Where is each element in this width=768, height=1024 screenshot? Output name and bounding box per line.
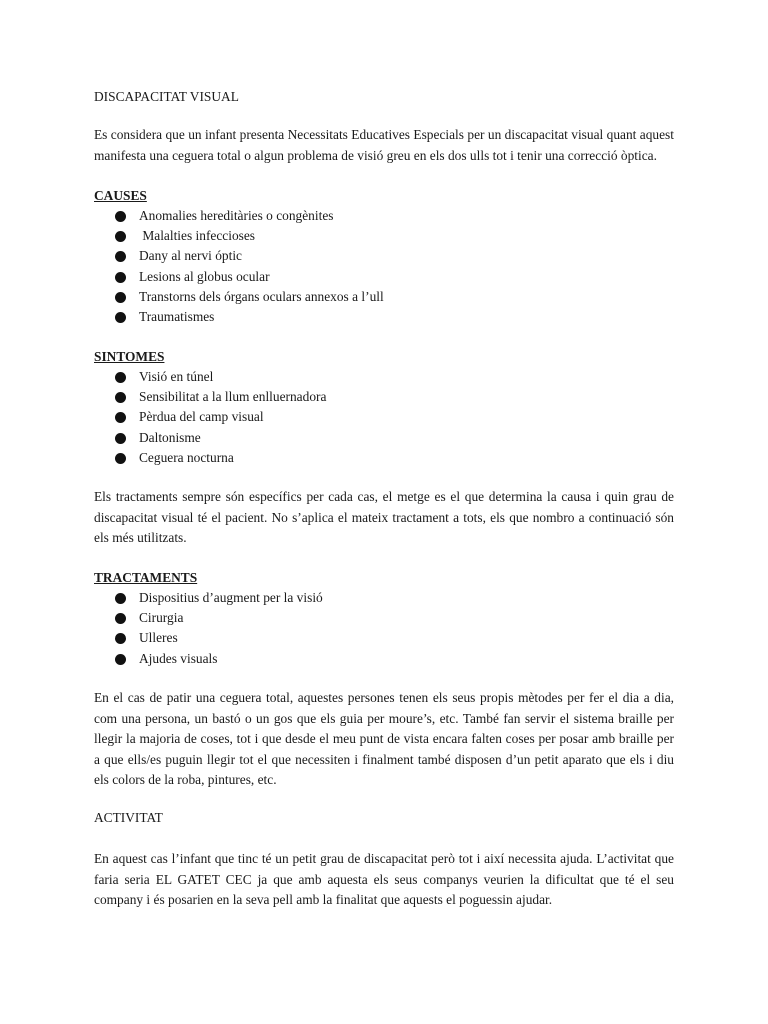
bullet-icon xyxy=(115,392,126,403)
activity-paragraph: En aquest cas l’infant que tinc té un petit grau de discapacitat però tot i així necessita ajuda. L’activitat que faria seria EL GATET CEC ja que amb aquesta els seus companys veurien la dificultat que té el seu company i és posarien en la seva pell amb la finalitat que aquests el poguessin ajudar. xyxy=(94,851,674,907)
treatments-heading: TRACTAMENTS xyxy=(94,570,198,585)
list-item xyxy=(94,367,674,387)
symptoms-section xyxy=(94,347,674,468)
treatments-section xyxy=(94,568,674,669)
bullet-icon xyxy=(115,272,126,283)
total-blindness-paragraph: En el cas de patir una ceguera total, aquestes persones tenen els seus propis mètodes per fer el dia a dia, com una persona, un bastó o un gos que els guia per moure’s, etc. També fan servir el sistema braille per llegir la majoria de coses, tot i que desde el meu punt de vista encara falten coses per posar amb braille per a que ells/es puguin llegir tot el que necessiten i finalment també disposen d’un petit aparato que els i diu els colors de la roba, pintures, etc. xyxy=(94,690,674,787)
bullet-icon xyxy=(115,292,126,303)
bullet-icon xyxy=(115,251,126,262)
bullet-icon xyxy=(115,372,126,383)
causes-list xyxy=(94,206,674,327)
bullet-icon xyxy=(115,453,126,464)
list-item-text: Anomalies hereditàries o congènites xyxy=(139,208,334,223)
causes-heading: CAUSES xyxy=(94,188,147,203)
activity-heading: ACTIVITAT xyxy=(94,810,163,825)
list-item xyxy=(94,448,674,468)
list-item-text: Ceguera nocturna xyxy=(139,449,234,465)
list-item xyxy=(94,407,674,427)
bullet-icon xyxy=(115,654,126,665)
list-item-text: Visió en túnel xyxy=(139,369,214,384)
symptoms-list xyxy=(94,367,674,468)
bullet-icon xyxy=(115,211,126,222)
bullet-icon xyxy=(115,433,126,444)
treatments-list xyxy=(94,588,674,669)
bullet-icon xyxy=(115,593,126,604)
list-item-text: Ulleres xyxy=(139,630,178,646)
list-item xyxy=(94,267,674,287)
list-item-text: Lesions al globus ocular xyxy=(139,268,270,284)
symptoms-heading: SINTOMES xyxy=(94,349,165,364)
intro-paragraph: Es considera que un infant presenta Necessitats Educatives Especials per un discapacitat visual quant aquest manifesta una ceguera total o algun problema de visió greu en els dos ulls tot i tenir una correcció òptica. xyxy=(94,127,674,163)
list-item-text: Daltonisme xyxy=(139,429,201,445)
treatments-intro-paragraph: Els tractaments sempre són específics per cada cas, el metge es el que determina la causa i quin grau de discapacitat visual té el pacient. No s’aplica el mateix tractament a tots, els que nombro a continuació són els més utilitzats. xyxy=(94,489,674,545)
list-item xyxy=(94,226,674,246)
list-item xyxy=(94,428,674,448)
causes-section xyxy=(94,186,674,327)
document-title: DISCAPACITAT VISUAL xyxy=(94,89,239,104)
list-item xyxy=(94,628,674,648)
bullet-icon xyxy=(115,633,126,644)
list-item-text: Traumatismes xyxy=(139,308,215,324)
list-item xyxy=(94,307,674,327)
list-item xyxy=(94,287,674,307)
list-item-text: Sensibilitat a la llum enlluernadora xyxy=(139,389,327,405)
list-item-text: Ajudes visuals xyxy=(139,650,218,666)
list-item xyxy=(94,246,674,266)
list-item-text: Transtorns dels órgans oculars annexos a l’ull xyxy=(139,288,384,304)
bullet-icon xyxy=(115,231,126,242)
bullet-icon xyxy=(115,312,126,323)
list-item-text: Malalties infeccioses xyxy=(139,228,256,244)
list-item xyxy=(94,588,674,608)
list-item-text: Dispositius d’augment per la visió xyxy=(139,590,323,605)
list-item xyxy=(94,649,674,669)
bullet-icon xyxy=(115,613,126,624)
bullet-icon xyxy=(115,412,126,423)
list-item-text: Cirurgia xyxy=(139,610,184,626)
list-item xyxy=(94,206,674,226)
list-item xyxy=(94,387,674,407)
list-item-text: Pèrdua del camp visual xyxy=(139,409,264,425)
list-item xyxy=(94,608,674,628)
list-item-text: Dany al nervi óptic xyxy=(139,248,242,264)
